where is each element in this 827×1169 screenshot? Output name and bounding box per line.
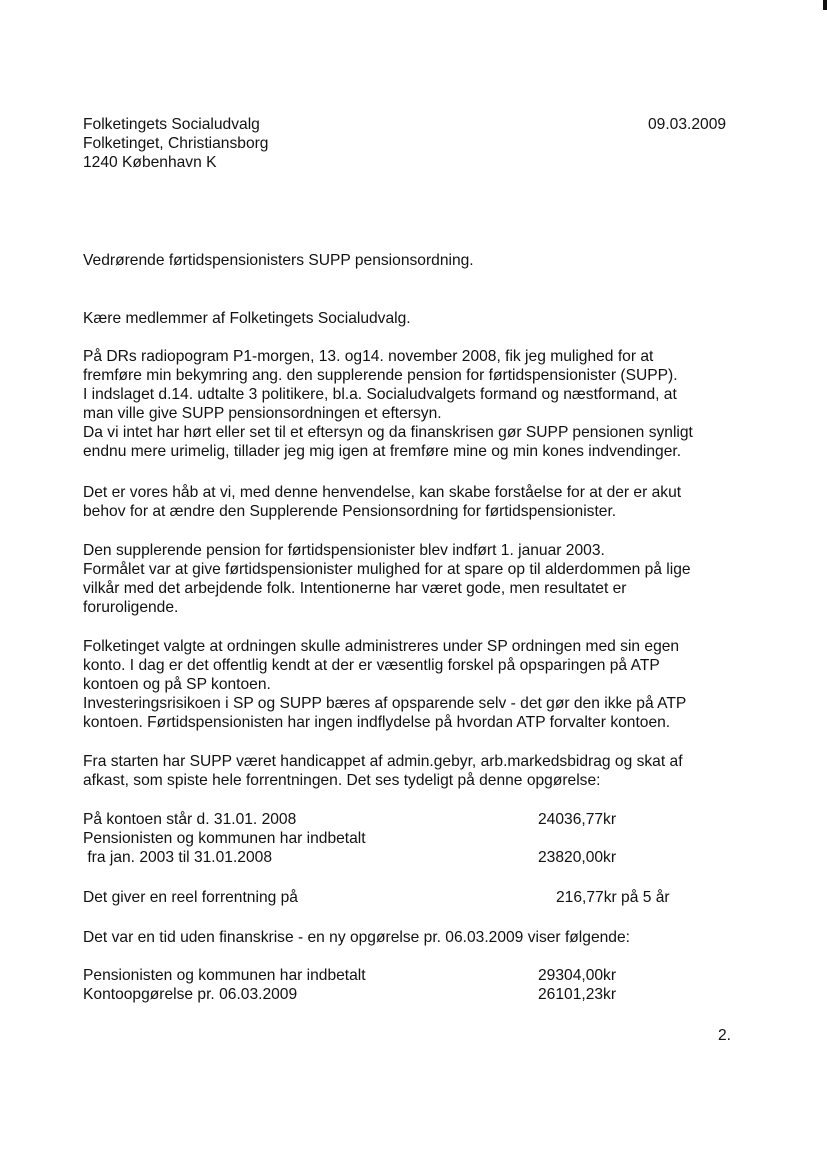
paragraph-line: Folketinget valgte at ordningen skulle administreres under SP ordningen med sin egen [83, 638, 680, 655]
statement-label: På kontoen står d. 31.01. 2008 [83, 811, 297, 828]
recipient-line: Folketingets Socialudvalg [83, 116, 260, 133]
recipient-line: 1240 København K [83, 154, 217, 171]
statement-value: 24036,77kr [538, 811, 617, 828]
statement-label: Pensionisten og kommunen har indbetalt [83, 967, 366, 984]
body-paragraph [83, 752, 763, 790]
scan-edge-mark [823, 0, 827, 10]
statement-value: 29304,00kr [538, 967, 617, 984]
paragraph-line: behov for at ændre den Supplerende Pensionsordning for førtidspensionister. [83, 503, 617, 520]
body-paragraph [83, 637, 763, 732]
statement-row [83, 888, 743, 907]
paragraph-line: kontoen. Førtidspensionisten har ingen indflydelse på hvordan ATP forvalter kontoen. [83, 714, 671, 731]
paragraph-line: Det er vores håb at vi, med denne henvendelse, kan skabe forståelse for at der er akut [83, 484, 682, 501]
recipient-line: Folketinget, Christiansborg [83, 135, 269, 152]
paragraph-line: På DRs radiopogram P1-morgen, 13. og14. november 2008, fik jeg mulighed for at [83, 348, 654, 365]
statement-row [83, 848, 743, 867]
body-paragraph [83, 541, 763, 617]
page-number: 2. [718, 1027, 732, 1044]
paragraph-line: foruroligende. [83, 599, 179, 616]
statement-label: fra jan. 2003 til 31.01.2008 [83, 849, 272, 866]
paragraph-line: afkast, som spiste hele forrentningen. Det ses tydeligt på denne opgørelse: [83, 772, 601, 789]
paragraph-line: man ville give SUPP pensionsordningen et eftersyn. [83, 405, 442, 422]
body-paragraph [83, 483, 763, 521]
paragraph-line: kontoen og på SP kontoen. [83, 676, 271, 693]
letter-salutation: Kære medlemmer af Folketingets Socialudvalg. [83, 310, 411, 327]
statement-value: 26101,23kr [538, 986, 617, 1003]
transition-text: Det var en tid uden finanskrise - en ny opgørelse pr. 06.03.2009 viser følgende: [83, 929, 630, 946]
paragraph-line: Da vi intet har hørt eller set til et eftersyn og da finanskrisen gør SUPP pensionen synligt [83, 424, 693, 441]
paragraph-line: fremføre min bekymring ang. den supplerende pension for førtidspensionister (SUPP). [83, 367, 678, 384]
statement-row [83, 829, 743, 848]
statement-row [83, 966, 743, 985]
letter-subject: Vedrørende førtidspensionisters SUPP pensionsordning. [83, 252, 474, 269]
letter-date: 09.03.2009 [648, 116, 727, 133]
statement-row [83, 985, 743, 1004]
paragraph-line: Fra starten har SUPP været handicappet af admin.gebyr, arb.markedsbidrag og skat af [83, 753, 683, 770]
statement-value: 23820,00kr [538, 849, 617, 866]
paragraph-line: Investeringsrisikoen i SP og SUPP bæres af opsparende selv - det gør den ikke på ATP [83, 695, 687, 712]
statement-label: Det giver en reel forrentning på [83, 889, 298, 906]
paragraph-line: Formålet var at give førtidspensionister mulighed for at spare op til alderdommen på lige [83, 561, 691, 578]
statement-label: Pensionisten og kommunen har indbetalt [83, 830, 366, 847]
statement-value: 216,77kr på 5 år [556, 889, 670, 906]
body-paragraph [83, 347, 763, 461]
statement-label: Kontoopgørelse pr. 06.03.2009 [83, 986, 298, 1003]
paragraph-line: I indslaget d.14. udtalte 3 politikere, bl.a. Socialudvalgets formand og næstformand, at [83, 386, 677, 403]
paragraph-line: Den supplerende pension for førtidspensionister blev indført 1. januar 2003. [83, 542, 605, 559]
statement-row [83, 810, 743, 829]
paragraph-line: vilkår med det arbejdende folk. Intentionerne har været gode, men resultatet er [83, 580, 627, 597]
paragraph-line: konto. I dag er det offentlig kendt at der er væsentlig forskel på opsparingen på ATP [83, 657, 660, 674]
paragraph-line: endnu mere urimelig, tillader jeg mig igen at fremføre mine og min kones indvendinger. [83, 443, 682, 460]
